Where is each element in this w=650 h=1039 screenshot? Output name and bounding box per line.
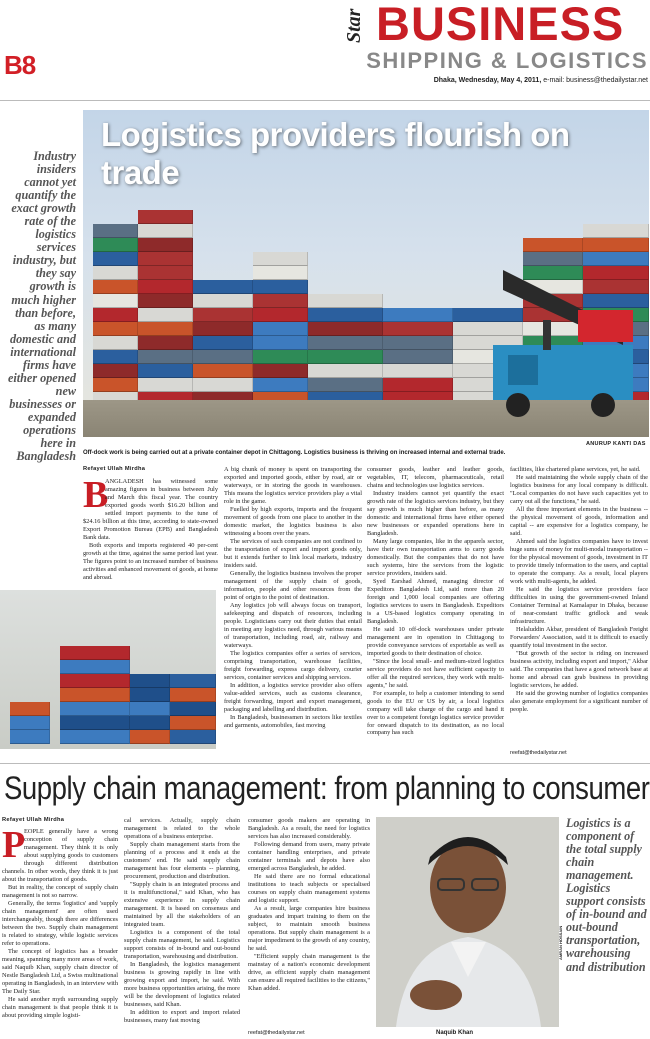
- paragraph: He said maintaining the whole supply chain of the logistics business for any local company is difficult. "Local companies do not have such capacities yet to carry out all the functions," he said.: [510, 473, 648, 505]
- container-box: [10, 730, 50, 744]
- paragraph: Logistics is a component of the total supply chain management, he said. Logistics support consists of in-bound and out-bound transportation, warehousing and distribution.: [124, 928, 240, 960]
- container-box: [93, 336, 138, 350]
- container-box: [10, 716, 50, 730]
- container-box: [193, 322, 253, 336]
- paragraph: ANGLADESH has witnessed some amazing figures in business between July and March this fiscal year. The country exported goods worth $16.20 billion and settled import payments to the tune of $24.16 billion at this time, according to state-owned Export Promotion Bureau (EPB) and Bangladesh Bank data.: [83, 478, 218, 541]
- paragraph: Helaluddin Akbar, president of Bangladesh Freight Forwarders' Association, said it is difficult to exactly quantify total investment in the sector.: [510, 625, 648, 649]
- container-box: [60, 646, 130, 660]
- paragraph: Both exports and imports registered 40 per-cent growth at the time, against the same period last year. The figures point to an increased number of business activities and enhanced movement of goods, at home and abroad.: [83, 541, 218, 581]
- container-box: [383, 322, 453, 336]
- container-box: [308, 350, 383, 364]
- container-box: [138, 252, 193, 266]
- paragraph: consumer goods makers are operating in Bangladesh. As a result, the need for logistics services has also increased considerably.: [248, 817, 370, 840]
- container-box: [308, 336, 383, 350]
- container-box: [93, 294, 138, 308]
- container-box: [138, 266, 193, 280]
- container-box: [130, 702, 170, 716]
- container-box: [138, 336, 193, 350]
- paragraph: EOPLE generally have a wrong conception of supply chain management. They think it is only about supplying goods to customers through different distribution channels. In other words, they think it is just about the transportation of goods.: [2, 828, 118, 883]
- container-box: [308, 322, 383, 336]
- container-box: [138, 378, 193, 392]
- container-box: [138, 238, 193, 252]
- container-box: [10, 702, 50, 716]
- paragraph: A big chunk of money is spent on transporting the exported and imported goods, either by road, air or waterways, or in storing the goods in warehouses. This means the logistics service providers play a vital role in the game.: [224, 466, 362, 505]
- lead-headline: Logistics providers flourish on trade: [101, 116, 570, 191]
- container-box: [193, 308, 253, 322]
- paragraph: Any logistics job will always focus on transport, safekeeping and dispatch of resources, including people. Logisticians carry out their duties that entail in meeting any logistics need, through various means of transportation, including road, air, railway and waterways.: [224, 601, 362, 649]
- lead-photo-credit: ANURUP KANTI DAS: [586, 441, 646, 447]
- hero-photo: [83, 110, 649, 437]
- second-column-3: [248, 817, 370, 993]
- container-box: [383, 308, 453, 322]
- container-box: [138, 322, 193, 336]
- second-byline: Refayet Ullah Mirdha: [2, 817, 65, 823]
- paragraph: He said the growing number of logistics companies also generate employment for a significant number of people.: [510, 689, 648, 713]
- paragraph: "Efficient supply chain management is the mainstay of a nation's economic development drive, as efficient supply chain management can ensure all required facilities to the citizens," Khan added.: [248, 952, 371, 992]
- second-drop-cap: P: [2, 824, 26, 866]
- container-box: [253, 308, 308, 322]
- container-box: [308, 308, 383, 322]
- paragraph: consumer goods, leather and leather goods, vegetables, IT, telecom, pharmaceuticals, retail chains and technologies use logistics services.: [367, 466, 504, 489]
- second-photo-caption: Naquib Khan: [436, 1030, 473, 1036]
- container-crane-icon: [483, 250, 638, 420]
- container-box: [93, 238, 138, 252]
- second-email: reefat@thedailystar.net: [248, 1030, 305, 1036]
- paragraph: The logistics companies offer a series of services, comprising transportation, warehouse facilities, freight forwarding, express cargo delivery, courier services, container services and shipping services.: [224, 649, 362, 681]
- container-box: [138, 308, 193, 322]
- lead-photo-caption: Off-dock work is being carried out at a private container depot in Chittagong. Logistics business is thriving on increased internal and external trade.: [83, 450, 506, 456]
- paragraph: Generally, the logistics business involves the proper management of the supply chain of goods, information, people and other resources from the point of origin to the point of destination.: [224, 569, 362, 601]
- paragraph: He said there are no formal educational institutions to teach subjects or specialised courses on supply chain management systems and logistic support.: [248, 872, 370, 904]
- lead-pull-quote: Industry insiders cannot yet quantify the exact growth rate of the logistics services industry, but they say growth is much higher than before, as many domestic and international firms have either opened new businesses or expanded operations here in Bangladesh: [7, 149, 76, 464]
- second-column-2: [124, 817, 240, 1025]
- masthead-rule: [0, 100, 650, 101]
- container-box: [138, 294, 193, 308]
- container-box: [138, 280, 193, 294]
- container-box: [130, 674, 170, 688]
- container-box: [93, 350, 138, 364]
- container-box: [308, 378, 383, 392]
- paragraph: Industry insiders cannot yet quantify the exact growth rate of the logistics services industry, but they say growth is much higher than before, as many domestic and international firms have either opened new businesses or expanded operations here in Bangladesh.: [367, 489, 504, 537]
- second-headline: Supply chain management: from planning to consumer: [4, 770, 650, 806]
- paragraph: All the three important elements in the business -- the physical movement of goods, information and capital -- are expensive for a logistics company, he said.: [510, 505, 648, 537]
- paragraph: "Supply chain is an integrated process and it is multifunctional," said Khan, who has extensive experience in supply chain management. It is based on consensus and maintained by all the stakeholders of an integrated team.: [124, 880, 240, 928]
- lead-drop-cap: B: [83, 474, 109, 516]
- second-column-1: [2, 824, 118, 1020]
- paragraph: For example, to help a customer intending to send goods to the EU or US by air, a local logistics company will take charge of the cargo and hand it over to a competent foreign logistics service provider for onward dispatch to its destination, as no local company has such: [367, 689, 504, 737]
- paragraph: As a result, large companies hire business graduates and impart training to them on the subject, to maintain smooth business operations. But supply chain management is a major impediment to the growth of any country, he said.: [248, 904, 370, 952]
- container-box: [60, 688, 130, 702]
- container-box: [93, 252, 138, 266]
- paragraph: Supply chain management starts from the planning of a process and it ends at the customers' end. He said supply chain management has four elements -- planning, procurement, production and distribution.: [124, 840, 240, 880]
- container-box: [60, 730, 130, 744]
- container-box: [60, 702, 130, 716]
- star-logo: Star: [343, 8, 365, 44]
- container-box: [170, 688, 216, 702]
- container-box: [138, 350, 193, 364]
- subsection-title: SHIPPING & LOGISTICS: [366, 48, 648, 73]
- container-box: [193, 350, 253, 364]
- container-box: [253, 280, 308, 294]
- lead-email: reefat@thedailystar.net: [510, 750, 567, 756]
- container-box: [93, 266, 138, 280]
- container-box: [138, 364, 193, 378]
- container-box: [253, 266, 308, 280]
- paragraph: Syed Earshad Ahmed, managing director of Expeditors Bangladesh Ltd, said more than 20 foreign and 1,000 local companies are offering logistics services to users in Bangladesh. Expeditors is a US-based logistics company operating in Bangladesh.: [367, 577, 504, 625]
- container-box: [253, 378, 308, 392]
- container-box: [253, 336, 308, 350]
- container-box: [130, 730, 170, 744]
- lead-column-1: [83, 474, 218, 582]
- container-box: [93, 280, 138, 294]
- paragraph: "But growth of the sector is riding on increased business activity, including export and import," Akbar said. The companies that have a good network base at home and abroad can grab business in providing logistic services, he added.: [510, 649, 648, 689]
- paragraph: But in reality, the concept of supply chain management is not so narrow.: [2, 883, 118, 899]
- paragraph: The concept of logistics has a broader meaning, spanning many more areas of work, said Naquib Khan, supply chain director of Nestle Bangladesh Ltd, a Swiss multinational operating in Bangladesh, in an interview with The Daily Star.: [2, 947, 118, 995]
- container-box: [308, 364, 383, 378]
- container-box: [93, 224, 138, 238]
- paragraph: He said another myth surrounding supply chain management is that people think it is about providing simple logisti-: [2, 995, 118, 1019]
- paragraph: "Since the local small- and medium-sized logistics service providers do not have sufficient capacity to offer all the required services, they work with multi-agents," he said.: [367, 657, 504, 689]
- paragraph: Following demand from users, many private container handling enterprises, and private container terminals and depots have also emerged across Bangladesh, he added.: [248, 840, 370, 872]
- container-box: [138, 210, 193, 224]
- container-box: [583, 224, 649, 238]
- container-box: [130, 688, 170, 702]
- dateline-date: Wednesday, May 4, 2011,: [458, 77, 542, 84]
- lead-byline: Refayet Ullah Mirdha: [83, 466, 146, 472]
- dateline-city: Dhaka,: [433, 77, 457, 84]
- paragraph: Ahmed said the logistics companies have to invest huge sums of money for multi-modal transportation -- for the physical movement of goods, investment in IT to provide timely information to the users, and capital to operate the company. As a result, local players work with multi-agents, he added.: [510, 537, 648, 585]
- paragraph: In addition to export and import related businesses, many fast moving: [124, 1008, 240, 1024]
- paragraph: He said the logistics service providers face difficulties in using the government-owned Inland Container Terminal at Kamalapur in Dhaka, because of near-constant traffic gridlock and weak infrastructure.: [510, 585, 648, 625]
- container-box: [193, 336, 253, 350]
- second-photo-credit: AMRAN HOSSAIN: [558, 925, 563, 960]
- container-box: [193, 378, 253, 392]
- container-box: [130, 716, 170, 730]
- paragraph: In Bangladesh, the logistics management business is growing rapidly in line with growing export and import, he said. With more business opportunities arising, the more will be the development of logistics related businesses, said Khan.: [124, 960, 240, 1008]
- second-pull-quote: Logistics is a component of the total supply chain management. Logistics support consists of in-bound and out-bound transportation, warehousing and distribution: [566, 816, 647, 974]
- container-box: [93, 364, 138, 378]
- section-title: BUSINESS: [376, 0, 625, 50]
- lead-column-3: [367, 466, 504, 737]
- paragraph: Generally, the terms 'logistics' and 'supply chain management' are often used interchangeably, though there are differences between the two. Supply chain management is related to strategy, while logistic services refer to operations.: [2, 899, 118, 947]
- container-box: [93, 322, 138, 336]
- container-box: [253, 322, 308, 336]
- paragraph: He said 10 off-dock warehouses under private management are in operation in Chittagong to provide conveyance services of exportable as well as imported goods to their destination of choice.: [367, 625, 504, 657]
- lead-column-2: [224, 466, 362, 729]
- container-box: [193, 294, 253, 308]
- container-box: [383, 350, 453, 364]
- container-box: [253, 350, 308, 364]
- container-box: [170, 730, 216, 744]
- container-box: [253, 252, 308, 266]
- container-box: [93, 378, 138, 392]
- container-box: [170, 716, 216, 730]
- container-box: [308, 294, 383, 308]
- container-box: [93, 308, 138, 322]
- dateline-email: e-mail: business@thedailystar.net: [543, 77, 648, 84]
- container-box: [60, 674, 130, 688]
- container-box: [170, 674, 216, 688]
- paragraph: In Bangladesh, businessmen in sectors like textiles and garments, automobiles, fast moving: [224, 713, 362, 729]
- container-box: [253, 364, 308, 378]
- page-number: B8: [4, 50, 36, 80]
- container-box: [383, 378, 453, 392]
- container-box: [60, 716, 130, 730]
- paragraph: Fuelled by high exports, imports and the frequent movement of goods from one place to another in the domestic market, the logistics business is also witnessing a boom over the years.: [224, 505, 362, 537]
- section-rule: [0, 763, 650, 764]
- naquib-khan-photo: [376, 817, 559, 1027]
- container-box: [193, 364, 253, 378]
- container-box: [170, 702, 216, 716]
- paragraph: cal services. Actually, supply chain management is related to the whole operations of a business enterprise.: [124, 817, 240, 840]
- container-yard-photo: [0, 590, 216, 749]
- container-box: [383, 364, 453, 378]
- container-box: [253, 294, 308, 308]
- paragraph: facilities, like chartered plane services, yet, he said.: [510, 466, 641, 473]
- paragraph: The services of such companies are not confined to the transportation of export and import goods only, but it extends further to link local markets, industry insiders said.: [224, 537, 362, 569]
- portrait-icon: [376, 817, 559, 1027]
- container-box: [138, 224, 193, 238]
- container-box: [383, 336, 453, 350]
- container-box: [193, 280, 253, 294]
- paragraph: Many large companies, like in the apparels sector, have their own transportation arms to carry goods domestically. But the companies that do not have such systems, hire the services from the logistic service providers, insiders said.: [367, 537, 504, 577]
- dateline: [360, 77, 648, 84]
- lead-column-4: [510, 466, 648, 714]
- paragraph: In addition, a logistics service provider also offers value-added services, such as customs clearance, freight forwarding, import and export management, packaging and labelling and distribution.: [224, 681, 362, 713]
- container-box: [60, 660, 130, 674]
